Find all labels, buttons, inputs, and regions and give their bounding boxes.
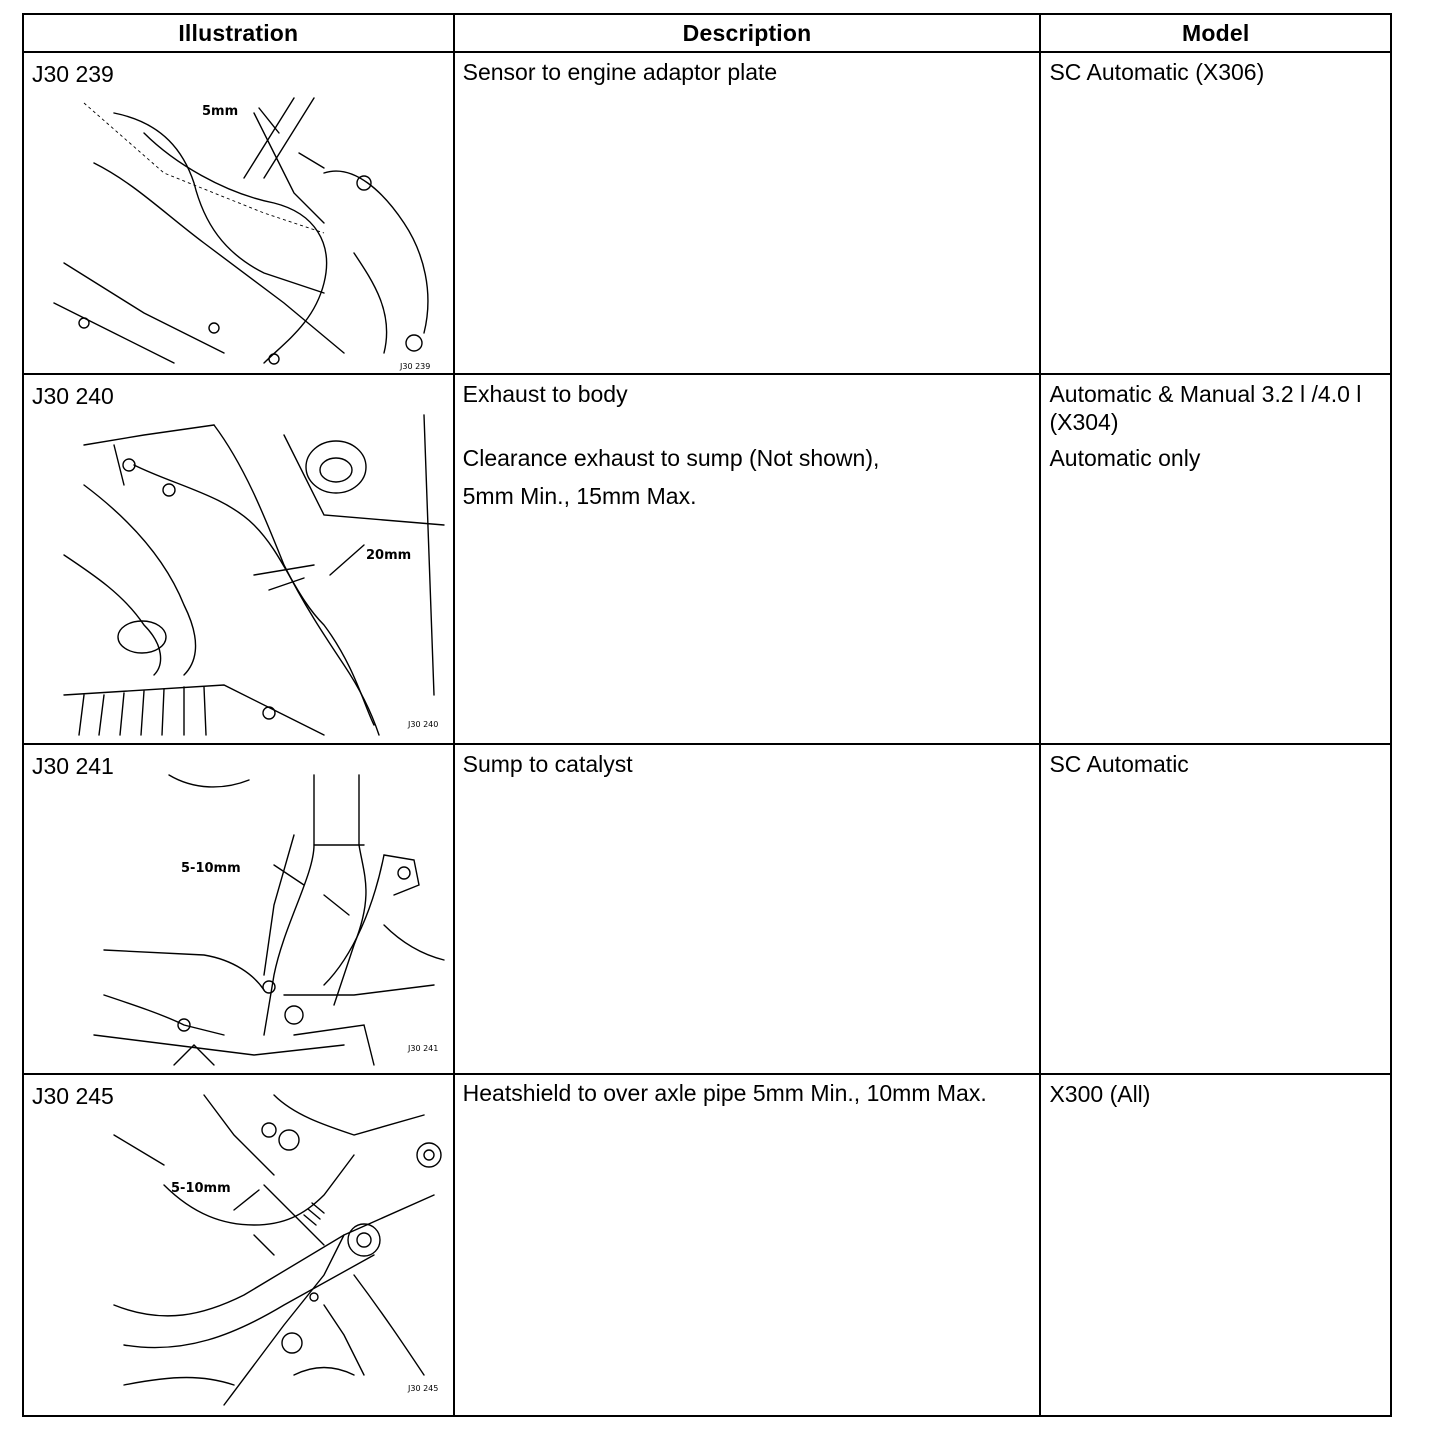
model-text: Automatic & Manual 3.2 l /4.0 l (X304) (1049, 381, 1362, 435)
description-text: 5mm Min., 15mm Max. (462, 483, 697, 509)
header-model: Model (1040, 14, 1391, 52)
description-text: Exhaust to body (462, 381, 628, 407)
figure-tag: J30 245 (408, 1384, 439, 1393)
dimension-label: 5-10mm (171, 1181, 231, 1196)
model-text: Automatic only (1049, 445, 1201, 471)
model-text: SC Automatic (1049, 751, 1189, 777)
illustration-ref: J30 241 (32, 753, 114, 779)
clearance-table (22, 13, 1392, 1417)
description-cell (454, 52, 1041, 374)
dimension-label: 5mm (202, 104, 239, 119)
description-text: Clearance exhaust to sump (Not shown), (462, 445, 880, 471)
illustration-ref: J30 240 (32, 383, 114, 409)
dimension-label: 5-10mm (181, 861, 241, 876)
description-cell (454, 374, 1041, 744)
illustration-ref: J30 239 (32, 61, 114, 87)
dimension-label: 20mm (366, 548, 412, 563)
model-cell (1040, 52, 1391, 374)
exhaust-body-illustration (24, 375, 454, 745)
sensor-adaptor-illustration (24, 53, 454, 375)
description-cell (454, 1074, 1041, 1416)
model-text: X300 (All) (1049, 1081, 1151, 1107)
illustration-ref: J30 245 (32, 1083, 114, 1109)
model-cell (1040, 374, 1391, 744)
header-row (23, 14, 1391, 52)
table-row (23, 1074, 1391, 1416)
illustration-cell (23, 744, 454, 1074)
model-cell (1040, 744, 1391, 1074)
illustration-cell (23, 374, 454, 744)
sump-catalyst-illustration (24, 745, 454, 1075)
figure-tag: J30 239 (400, 362, 431, 371)
model-cell (1040, 1074, 1391, 1416)
heatshield-axle-illustration (24, 1075, 454, 1417)
figure-tag: J30 240 (408, 720, 439, 729)
table-row (23, 52, 1391, 374)
description-text: Heatshield to over axle pipe 5mm Min., 10mm Max. (462, 1080, 987, 1106)
illustration-cell (23, 1074, 454, 1416)
description-text: Sump to catalyst (462, 751, 633, 777)
illustration-cell (23, 52, 454, 374)
figure-tag: J30 241 (408, 1044, 439, 1053)
header-illustration: Illustration (23, 14, 454, 52)
model-text: SC Automatic (X306) (1049, 59, 1265, 85)
table-row (23, 374, 1391, 744)
description-text: Sensor to engine adaptor plate (462, 59, 778, 85)
description-cell (454, 744, 1041, 1074)
header-description: Description (454, 14, 1041, 52)
table-row (23, 744, 1391, 1074)
